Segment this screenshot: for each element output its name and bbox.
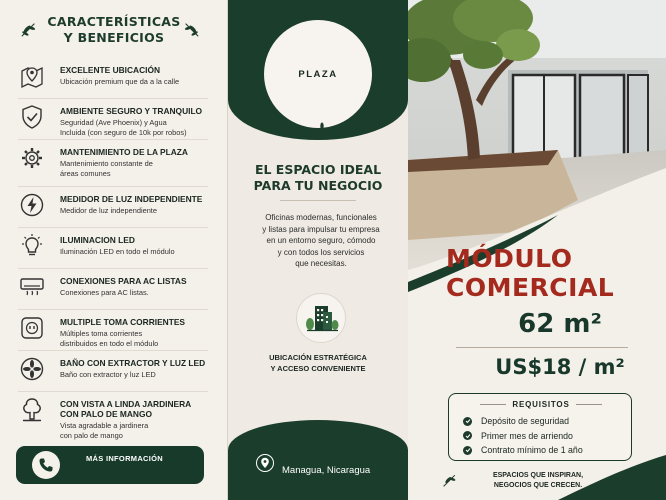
feature-item-meter bbox=[18, 187, 208, 228]
feature-title: MULTIPLE TOMA CORRIENTES bbox=[60, 317, 186, 327]
feature-desc: Medidor de luz independiente bbox=[60, 206, 157, 215]
feature-desc: Conexiones para AC listas. bbox=[60, 288, 149, 297]
tagline: ESPACIOS QUE INSPIRAN, NEGOCIOS QUE CRECEN. bbox=[492, 472, 584, 489]
feature-desc: Ubicación premium que da a la calle bbox=[60, 77, 180, 86]
air-conditioner-icon bbox=[18, 273, 46, 301]
leaf-icon bbox=[313, 122, 331, 140]
feature-title: CONEXIONES PARA AC LISTAS bbox=[60, 276, 187, 286]
offer-panel bbox=[408, 0, 666, 500]
feature-item-security bbox=[18, 99, 208, 140]
feature-desc: Seguridad (Ave Phoenix) y Agua Incluida (con seguro de 10k por robos) bbox=[60, 118, 187, 137]
headline: EL ESPACIO IDEAL PARA TU NEGOCIO bbox=[253, 162, 383, 193]
shield-check-icon bbox=[18, 103, 46, 131]
feature-item-location bbox=[18, 58, 208, 99]
divider bbox=[456, 347, 628, 348]
phone-icon bbox=[32, 451, 60, 479]
location-text: Managua, Nicaragua bbox=[282, 465, 371, 476]
map-pin-icon bbox=[18, 62, 46, 90]
check-icon bbox=[463, 431, 472, 440]
requirements-title: REQUISITOS bbox=[449, 400, 633, 409]
feature-item-led bbox=[18, 228, 208, 269]
check-icon bbox=[463, 417, 472, 426]
more-info-button[interactable] bbox=[16, 446, 204, 484]
feature-title: BAÑO CON EXTRACTOR Y LUZ LED bbox=[60, 358, 206, 368]
feature-item-ac bbox=[18, 269, 208, 310]
feature-desc: Vista agradable a jardinera con palo de mango bbox=[60, 421, 149, 440]
list-item: Depósito de seguridad bbox=[463, 414, 583, 429]
more-info-label: MÁS INFORMACIÓN bbox=[86, 454, 163, 463]
extractor-fan-icon bbox=[18, 355, 46, 383]
leaf-sprig-icon bbox=[442, 472, 458, 488]
lightbulb-icon bbox=[18, 232, 46, 260]
list-item: Contrato mínimo de 1 año bbox=[463, 443, 583, 458]
features-panel bbox=[0, 0, 228, 500]
feature-desc: Iluminación LED en todo el módulo bbox=[60, 247, 175, 256]
feature-item-bathroom bbox=[18, 351, 208, 392]
feature-title: MEDIDOR DE LUZ INDEPENDIENTE bbox=[60, 194, 203, 204]
check-icon bbox=[463, 446, 472, 455]
center-panel bbox=[228, 0, 408, 500]
feature-desc: Baño con extractor y luz LED bbox=[60, 370, 156, 379]
feature-title: MANTENIMIENTO DE LA PLAZA bbox=[60, 147, 188, 157]
leaf-sprig-icon bbox=[616, 472, 632, 488]
features-title-line2: Y BENEFICIOS bbox=[63, 30, 165, 45]
plaza-badge: PLAZA bbox=[298, 69, 338, 80]
feature-item-outlets bbox=[18, 310, 208, 351]
features-heading bbox=[0, 14, 228, 46]
requirements-list bbox=[463, 414, 583, 458]
location-pin-icon bbox=[256, 454, 274, 472]
requirements-box bbox=[448, 393, 632, 461]
features-list bbox=[18, 58, 208, 439]
feature-title: AMBIENTE SEGURO Y TRANQUILO bbox=[60, 106, 203, 116]
strategic-caption: UBICACIÓN ESTRATÉGICA Y ACCESO CONVENIENTE bbox=[269, 353, 367, 373]
feature-desc: Múltiples toma corrientes distribuidos en todo el módulo bbox=[60, 329, 159, 348]
building-icon bbox=[296, 293, 346, 343]
intro-text: Oficinas modernas, funcionales y listas para impulsar tu empresa en un entorno seguro, cómodo y con todos los servicios que necesitas. bbox=[262, 213, 380, 268]
divider bbox=[280, 200, 356, 201]
feature-title: CON VISTA A LINDA JARDINERA CON PALO DE MANGO bbox=[60, 399, 192, 419]
feature-title: EXCELENTE UBICACIÓN bbox=[60, 65, 161, 75]
feature-desc: Mantenimiento constante de áreas comunes bbox=[60, 159, 153, 178]
area-value: 62 m² bbox=[518, 309, 602, 339]
module-title: MÓDULO COMERCIAL bbox=[446, 244, 615, 302]
price-value: US$18 / m² bbox=[495, 355, 625, 379]
lightning-icon bbox=[18, 191, 46, 219]
list-item: Primer mes de arriendo bbox=[463, 429, 583, 444]
tree-icon bbox=[18, 396, 46, 424]
feature-item-maintenance bbox=[18, 140, 208, 187]
gear-wrench-icon bbox=[18, 144, 46, 172]
power-outlet-icon bbox=[18, 314, 46, 342]
features-title-line1: CARACTERÍSTICAS bbox=[47, 14, 181, 29]
feature-title: ILUMINACION LED bbox=[60, 235, 135, 245]
feature-item-garden bbox=[18, 392, 208, 439]
bottom-arch-band bbox=[228, 420, 408, 500]
